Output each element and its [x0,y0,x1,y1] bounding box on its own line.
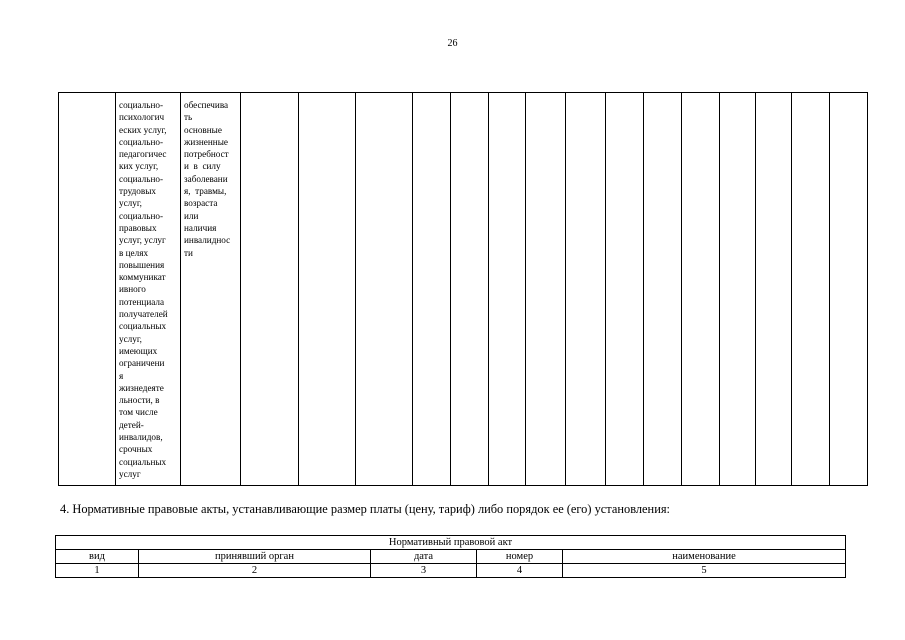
grid-cell-14 [682,93,720,486]
column-number-4: 4 [477,564,563,578]
column-number-3: 3 [371,564,477,578]
column-header-type: вид [56,550,139,564]
section-4-heading: 4. Нормативные правовые акты, устанавливающие размер платы (цену, тариф) либо порядок ее (его) установления: [60,502,670,516]
grid-cell-8 [451,93,489,486]
column-header-issuing-body: принявший орган [139,550,371,564]
acts-table-columns-row [56,550,846,564]
grid-cell-13 [644,93,682,486]
column-header-date: дата [371,550,477,564]
grid-cell-service-types [116,93,181,486]
conditions-text: обеспечива ть основные жизненные потребност и в силу заболевани я, травмы, возраста или наличия инвалиднос ти [184,100,231,258]
grid-cell-9 [489,93,526,486]
grid-cell-10 [526,93,566,486]
grid-cell-15 [720,93,756,486]
column-number-5: 5 [563,564,846,578]
column-header-number: номер [477,550,563,564]
column-header-title: наименование [563,550,846,564]
grid-cell-11 [566,93,606,486]
services-table-continuation [58,92,868,486]
acts-table-header: Нормативный правовой акт [56,536,846,550]
column-number-1: 1 [56,564,139,578]
grid-cell-conditions [181,93,241,486]
grid-cell-1 [59,93,116,486]
column-number-2: 2 [139,564,371,578]
normative-acts-table [55,535,846,578]
page-number: 26 [447,38,458,49]
service-types-text: социально- психологич еских услуг, социально- педагогичес ких услуг, социально- трудовых услуг, социально- правовых услуг, услуг в целях повышения коммуникат ивного потенциала получателей социальных услуг, имеющих ограничени я жизнедеяте льности, в том числе детей- инвалидов, срочных социальных услуг [119,100,168,479]
grid-cell-17 [792,93,830,486]
grid-cell-4 [241,93,299,486]
grid-cell-6 [356,93,413,486]
grid-cell-16 [756,93,792,486]
grid-cell-5 [299,93,356,486]
grid-cell-7 [413,93,451,486]
acts-table-numbers-row [56,564,846,578]
acts-table-header-row [56,536,846,550]
grid-cell-18 [830,93,868,486]
grid-cell-12 [606,93,644,486]
